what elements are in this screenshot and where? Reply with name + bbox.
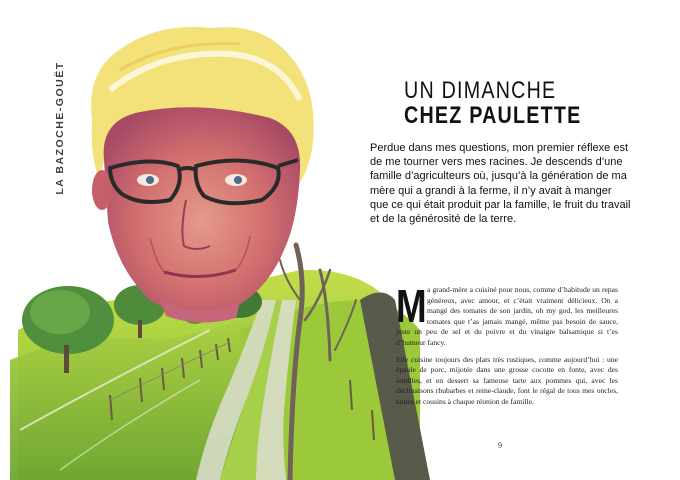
page-number: 9	[498, 441, 502, 450]
location-credit-text: LA BAZOCHE-GOUËT	[54, 61, 66, 195]
body-paragraph-1-text: a grand-mère a cuisiné pour nous, comme d’habitude un repas généreux, avec amour, et c’était vraiment délicieux. On a mangé des tomates de son jardin, oh my god, les meilleures tomates que t’as jamais mangé, même pas besoin de sauce, juste un peu de sel et du poivre et du vinaigre balsamique si t’es d’humeur fancy.	[396, 285, 618, 347]
drop-cap: M	[396, 280, 427, 332]
location-credit	[52, 61, 68, 195]
title-name: PAULETTE	[469, 102, 582, 130]
article-title	[404, 78, 654, 128]
title-line-2	[404, 103, 609, 128]
body-text	[396, 280, 618, 414]
title-line-1: UN DIMANCHE	[404, 77, 557, 104]
lead-paragraph: Perdue dans mes questions, mon premier réflexe est de me tourner vers mes racines. Je descends d’une famille d’agriculteurs où, jusqu’à la génération de ma mère qui a grandi à la ferme, il n’y avait à manger que ce qui était produit par la famille, le fruit du travail et de la générosité de la terre.	[370, 142, 631, 226]
body-paragraph-2: Elle cuisine toujours des plats très rustiques, comme aujourd’hui : une épaule de porc, mijotée dans une grosse cocotte en fonte, avec des lentilles, et en dessert sa fameuse tarte aux pommes qui, avec les déclinaisons rhubarbes et reine-claude, font le régal de tous mes oncles, tantes et cousins à chaque réunion de famille.	[396, 354, 618, 406]
body-paragraph-1	[396, 280, 618, 349]
title-line-2-prefix: CHEZ	[404, 102, 470, 130]
